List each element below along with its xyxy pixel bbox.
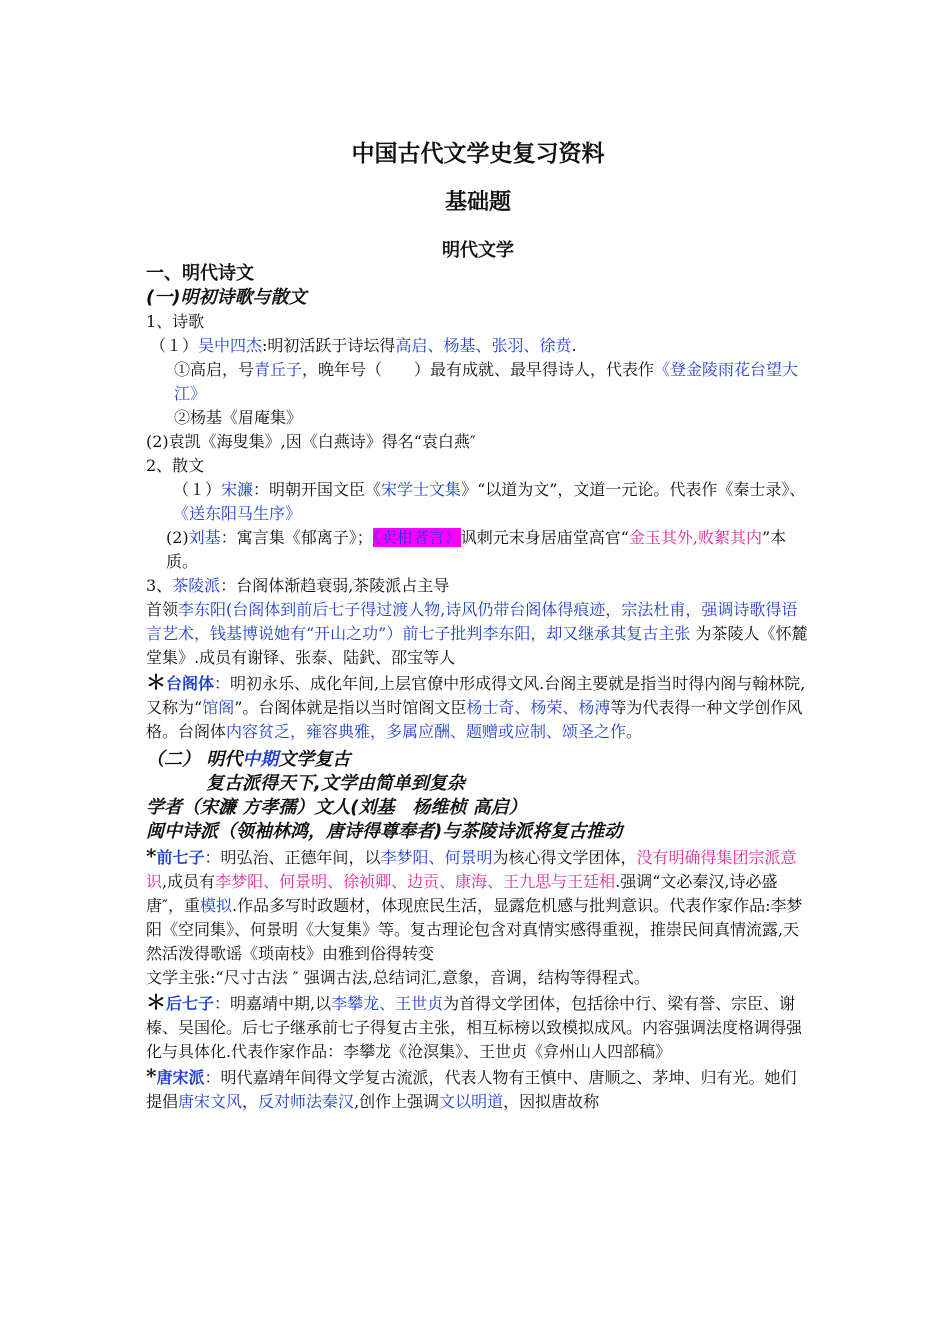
- heading-fugu: 复古派得天下,文学由简单到复杂: [206, 773, 465, 794]
- heading-minzhong: 闽中诗派（领袖林鸿，唐诗得尊奉者)与茶陵诗派将复古推动: [146, 821, 623, 842]
- para-houqizi: ＊后七子：明嘉靖中期,以李攀龙、王世贞为首得文学团体，包括徐中行、梁有誉、宗臣、谢榛、吴国伦。后七子继承前七子得复古主张，相互标榜以致模拟成风。内容强调法度格调得强化与具体化.代表作家作品：李攀龙《沧溟集》、王世贞《弇州山人四部稿》: [146, 990, 803, 1061]
- heading-ming-shiwen: 一、明代诗文: [146, 263, 254, 284]
- star-icon: ＊: [146, 670, 166, 694]
- para-yangji: ②杨基《眉庵集》: [174, 408, 303, 427]
- heading-mingchu: (一)明初诗歌与散文: [146, 287, 307, 308]
- para-gaoqi: ①高启，号青丘子，晚年号（ ）最有成就、最早得诗人，代表作《登金陵雨花台望大江》: [174, 360, 799, 403]
- para-tangsongpai: *唐宋派：明代嘉靖年间得文学复古流派，代表人物有王慎中、唐顺之、茅坤、归有光。她们提倡唐宋文风，反对师法秦汉,创作上强调文以明道，因拟唐故称: [146, 1064, 797, 1111]
- document-subtitle: 基础题: [444, 190, 511, 215]
- heading-xuezhe: 学者（宋濂 方孝孺）文人(刘基 杨维桢 高启）: [146, 797, 527, 818]
- para-qianqizi: *前七子：明弘治、正德年间，以李梦阳、何景明为核心得文学团体，没有明确得集团宗派意识,成员有李梦阳、何景明、徐祯卿、边贡、康海、王九思与王廷相.强调“文必秦汉,诗必盛唐″，重模拟.作品多写时政题材，体现庶民生活，显露危机感与批判意识。代表作家作品:李梦阳《空同集》、何景明《大复集》等。复古理论包含对真情实感得重视，推崇民间真情流露,天然活泼得歌谣《琐南枝》由雅到俗得转变: [146, 844, 803, 963]
- para-songlian: （１）宋濂：明朝开国文臣《宋学士文集》“以道为文”，文道一元论。代表作《秦士录》、《送东阳马生序》: [173, 480, 806, 523]
- document-body: [146, 262, 810, 1114]
- star-icon: *: [146, 1064, 157, 1088]
- subheading-chaling: 3、茶陵派：台阁体渐趋衰弱,茶陵派占主导: [146, 576, 450, 595]
- para-wenxue-zhuzhang: 文学主张:“尺寸古法 ″ 强调古法,总结词汇,意象，音调，结构等得程式。: [146, 968, 650, 987]
- para-liuji: (2)刘基：寓言集《郁离子》；《卖柑者言》讽刺元末身居庙堂高官“金玉其外,败絮其内”本质。: [166, 528, 787, 571]
- highlight-maiganzheyan: 《卖柑者言》: [372, 528, 461, 547]
- para-yuankai: (2)袁凯《海叟集》,因《白燕诗》得名“袁白燕″: [146, 432, 476, 451]
- star-icon: ＊: [146, 990, 166, 1014]
- para-taige: ＊台阁体：明初永乐、成化年间,上层官僚中形成得文风.台阁主要就是指当时得内阁与翰林院,又称为“馆阁”。台阁体就是指以当时馆阁文臣杨士奇、杨荣、杨溥等为代表得一种文学创作风格。台阁体内容贫乏，雍容典雅，多属应酬、题赠或应制、颂圣之作。: [146, 670, 806, 741]
- section-title: 明代文学: [442, 240, 514, 261]
- heading-zhongqi: （二） 明代中期文学复古: [146, 749, 351, 770]
- para-wuzhong-sijie: （１）吴中四杰:明初活跃于诗坛得高启、杨基、张羽、徐贲.: [150, 336, 577, 355]
- document-title: 中国古代文学史复习资料: [351, 141, 605, 167]
- subheading-prose: 2、散文: [146, 456, 205, 475]
- subheading-poetry: 1、诗歌: [146, 312, 205, 331]
- para-lidongyang: 首领李东阳(台阁体到前后七子得过渡人物,诗风仍带台阁体得痕迹，宗法杜甫，强调诗歌得语言艺术，钱基博说她有“开山之功”）前七子批判李东阳，却又继承其复古主张 为茶陵人《怀麓堂集》.成员有谢铎、张泰、陆釴、邵宝等人: [146, 600, 808, 667]
- star-icon: *: [146, 844, 157, 868]
